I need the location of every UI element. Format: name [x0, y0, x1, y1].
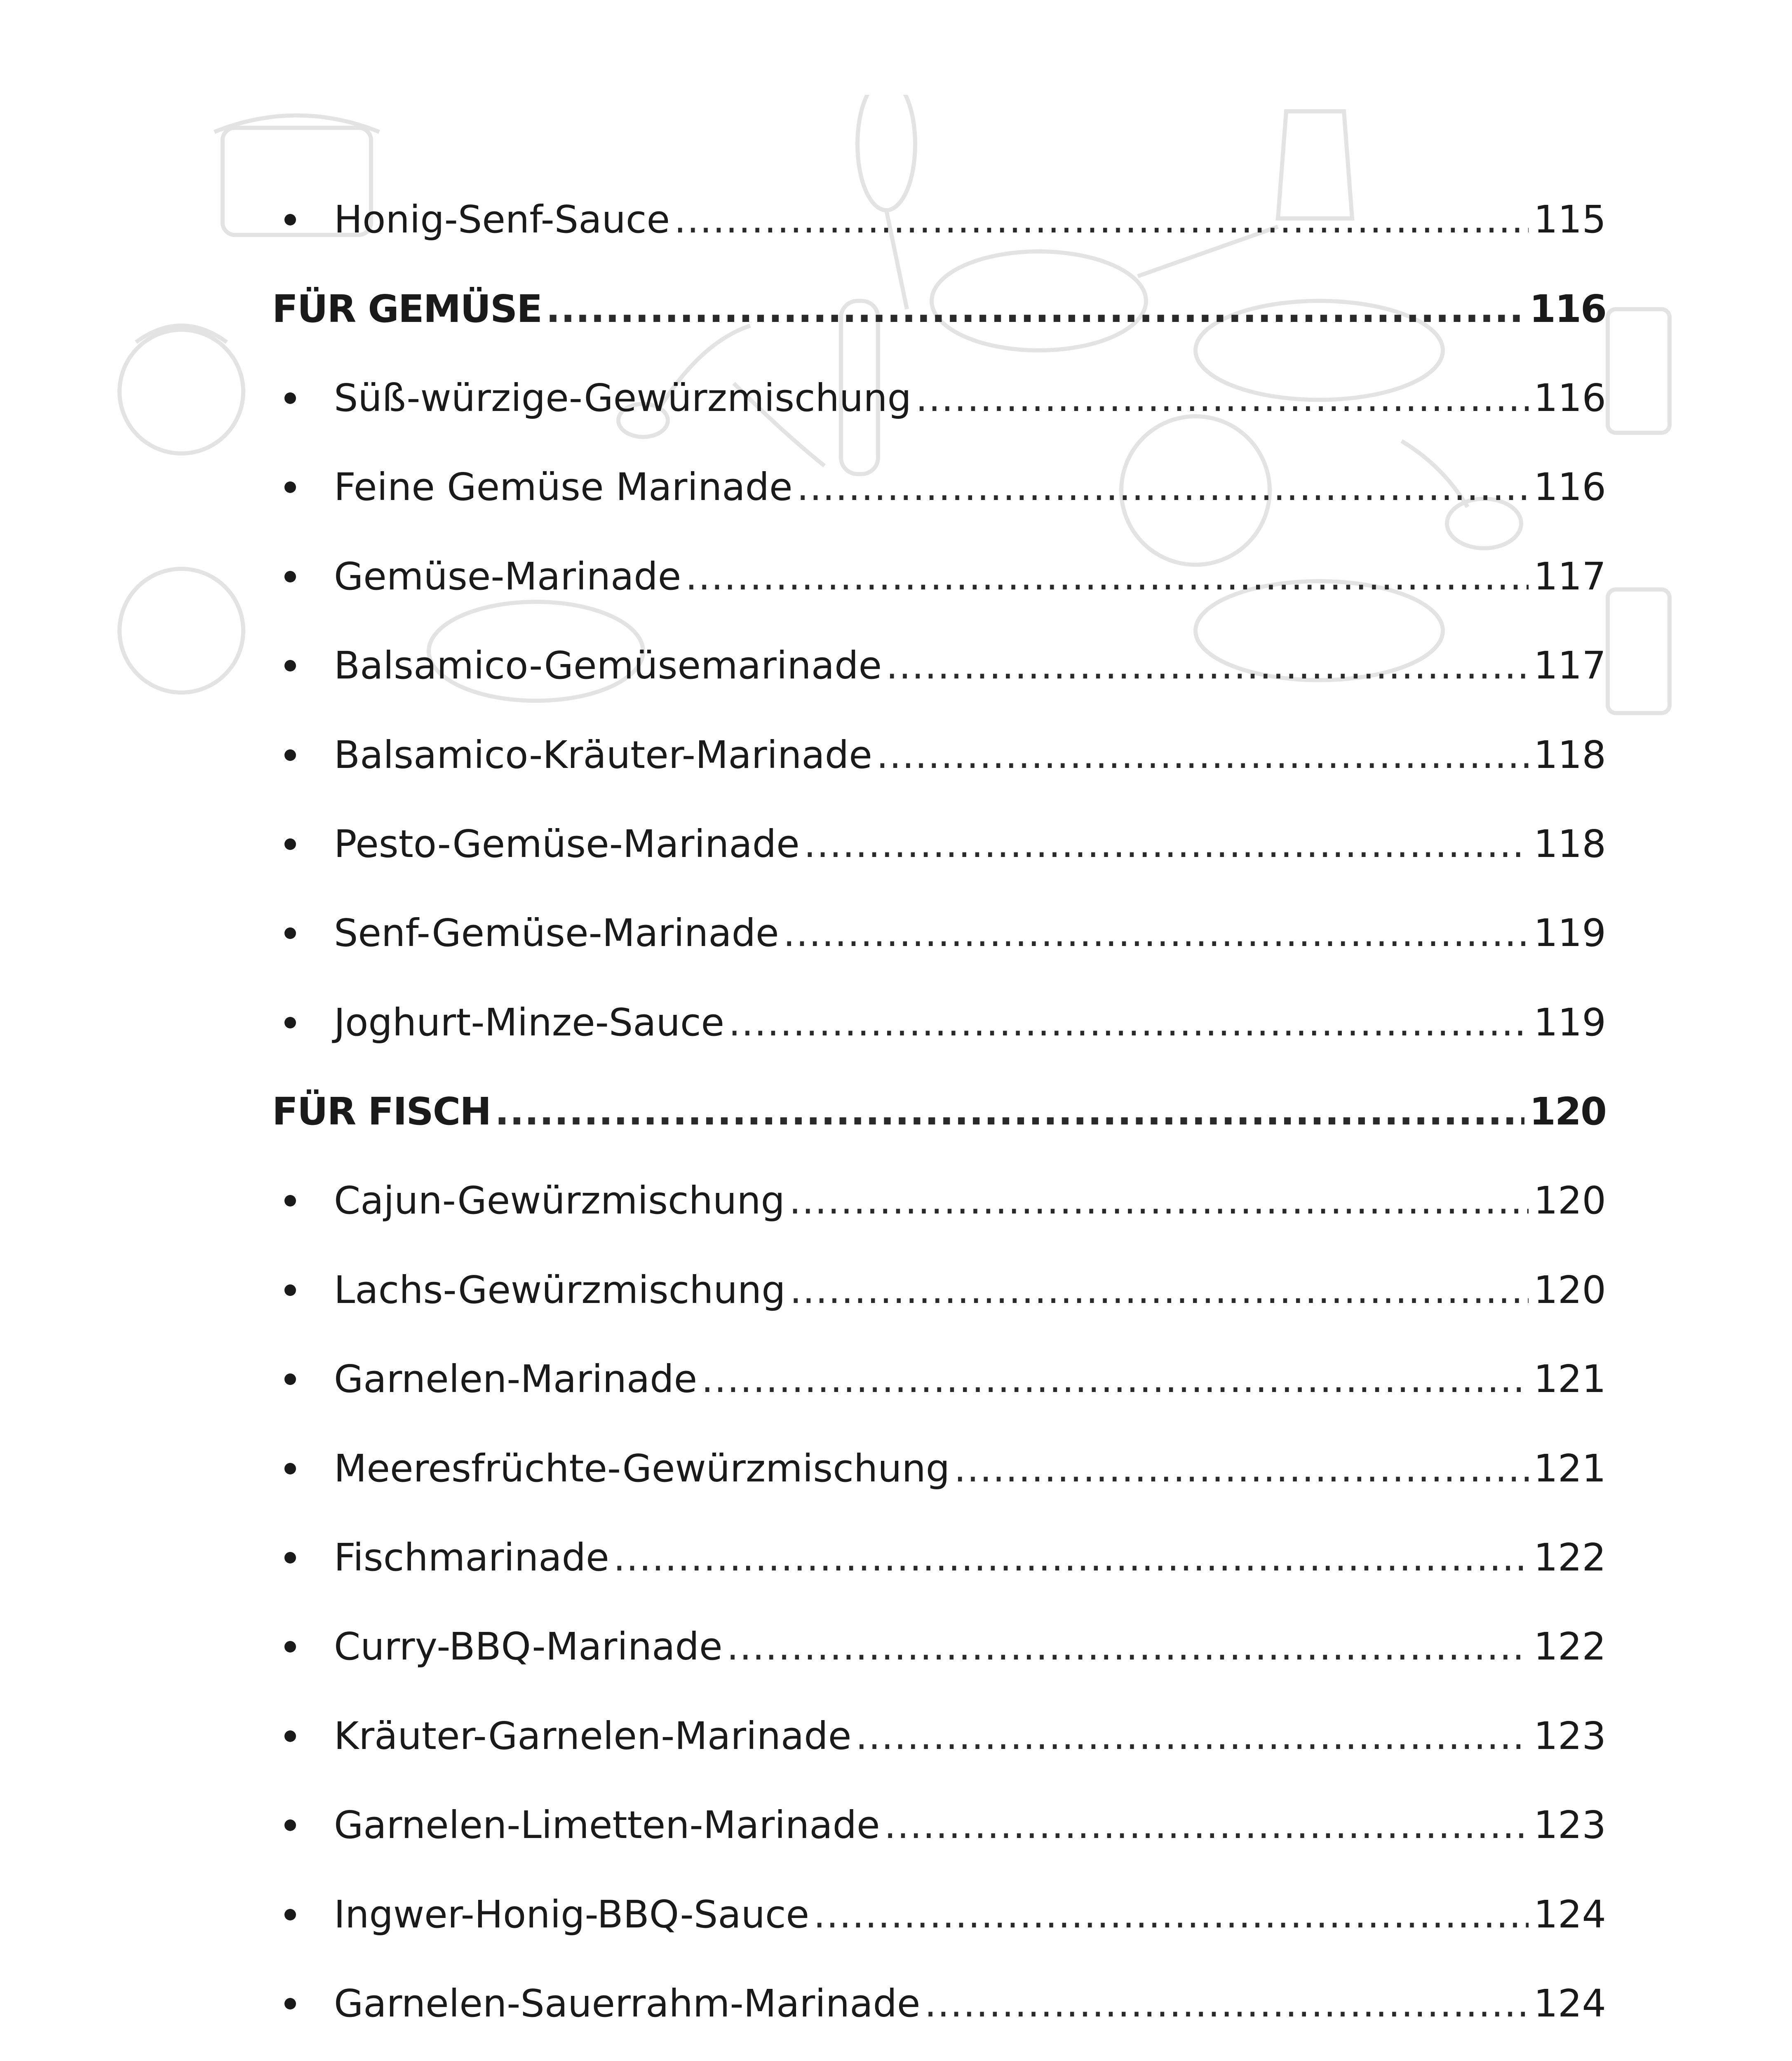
toc-entry[interactable]	[272, 1870, 1606, 1959]
bullet-icon	[272, 1909, 334, 1920]
toc-entry[interactable]	[272, 710, 1606, 799]
toc-section-heading[interactable]	[272, 1067, 1606, 1156]
dot-leader	[886, 647, 1529, 685]
bullet-icon	[272, 1730, 334, 1742]
toc-entry[interactable]	[272, 1781, 1606, 1870]
toc-page-number: 117	[1534, 643, 1606, 688]
toc-entry-title: Meeresfrüchte-Gewürzmischung	[334, 1446, 950, 1491]
toc-entry-title: Joghurt-Minze-Sauce	[334, 1000, 725, 1045]
toc-entry[interactable]	[272, 1335, 1606, 1424]
bullet-icon	[272, 571, 334, 582]
dot-leader	[546, 290, 1524, 328]
toc-page-number: 115	[1534, 197, 1606, 242]
toc-entry-title: Pesto-Gemüse-Marinade	[334, 822, 800, 866]
toc-page-number: 116	[1534, 376, 1606, 420]
dot-leader	[813, 1896, 1529, 1934]
toc-page-number: 117	[1534, 554, 1606, 599]
toc-entry-title: Garnelen-Limetten-Marinade	[334, 1803, 880, 1847]
toc-entry[interactable]	[272, 2048, 1606, 2061]
bullet-icon	[272, 1373, 334, 1385]
toc-page-number: 118	[1534, 822, 1606, 866]
bullet-icon	[272, 927, 334, 939]
bullet-icon	[272, 1998, 334, 2009]
toc-section-title: FÜR FISCH	[272, 1089, 491, 1134]
toc-entry-title: Cajun-Gewürzmischung	[334, 1178, 785, 1223]
dot-leader	[685, 558, 1529, 596]
toc-entry[interactable]	[272, 443, 1606, 532]
toc-page-number: 122	[1534, 1535, 1606, 1580]
toc-page-number: 119	[1534, 1000, 1606, 1045]
dot-leader	[789, 1182, 1529, 1220]
toc-page-number: 123	[1534, 1803, 1606, 1847]
dot-leader	[701, 1360, 1529, 1398]
toc-page-number: 124	[1534, 1981, 1606, 2026]
toc-entry[interactable]	[272, 1156, 1606, 1245]
bullet-icon	[272, 1552, 334, 1563]
dot-leader	[876, 736, 1529, 774]
toc-page-number: 123	[1534, 1714, 1606, 1758]
toc-entry[interactable]	[272, 1424, 1606, 1513]
bullet-icon	[272, 481, 334, 493]
toc-page-number: 120	[1534, 1268, 1606, 1312]
dot-leader	[674, 201, 1529, 239]
toc-page-number: 124	[1534, 1892, 1606, 1937]
toc-entry-title: Ingwer-Honig-BBQ-Sauce	[334, 1892, 810, 1937]
toc-entry-title: Garnelen-Marinade	[334, 1357, 698, 1401]
toc-section-heading[interactable]	[272, 264, 1606, 353]
toc-entry[interactable]	[272, 621, 1606, 710]
bullet-icon	[272, 1284, 334, 1296]
toc-entry[interactable]	[272, 1692, 1606, 1781]
bullet-icon	[272, 1195, 334, 1207]
dot-leader	[728, 1004, 1529, 1042]
toc-entry-title: Kräuter-Garnelen-Marinade	[334, 1714, 852, 1758]
dot-leader	[884, 1806, 1529, 1844]
toc-entry-title: Balsamico-Gemüsemarinade	[334, 643, 882, 688]
toc-entry-title: Lachs-Gewürzmischung	[334, 1268, 786, 1312]
dot-leader	[790, 1271, 1529, 1309]
dot-leader	[495, 1093, 1524, 1131]
bullet-icon	[272, 1641, 334, 1653]
toc-entry-title: Balsamico-Kräuter-Marinade	[334, 732, 872, 777]
toc-entry[interactable]	[272, 532, 1606, 621]
dot-leader	[855, 1717, 1529, 1755]
dot-leader	[727, 1628, 1529, 1666]
bullet-icon	[272, 838, 334, 850]
bullet-icon	[272, 1819, 334, 1831]
toc-entry-title: Süß-würzige-Gewürzmischung	[334, 376, 911, 420]
toc-page-number: 118	[1534, 732, 1606, 777]
toc-section-title: FÜR GEMÜSE	[272, 286, 542, 331]
toc-entry-title: Fischmarinade	[334, 1535, 609, 1580]
bullet-icon	[272, 214, 334, 225]
toc-entry[interactable]	[272, 1246, 1606, 1335]
bullet-icon	[272, 749, 334, 761]
toc-entry-title: Gemüse-Marinade	[334, 554, 681, 599]
toc-entry-title: Feine Gemüse Marinade	[334, 465, 793, 509]
dot-leader	[916, 379, 1529, 417]
toc-entry[interactable]	[272, 1602, 1606, 1691]
toc-page-number: 121	[1534, 1446, 1606, 1491]
toc-entry[interactable]	[272, 1959, 1606, 2048]
dot-leader	[925, 1985, 1529, 2023]
dot-leader	[783, 914, 1529, 952]
toc-entry-title: Senf-Gemüse-Marinade	[334, 911, 779, 955]
dot-leader	[613, 1539, 1529, 1577]
toc-entry-title: Honig-Senf-Sauce	[334, 197, 670, 242]
toc-entry[interactable]	[272, 1513, 1606, 1602]
toc-page-number: 121	[1534, 1357, 1606, 1401]
bullet-icon	[272, 1463, 334, 1474]
toc-page-number: 120	[1534, 1178, 1606, 1223]
bullet-icon	[272, 392, 334, 404]
bullet-icon	[272, 1017, 334, 1028]
dot-leader	[797, 468, 1529, 506]
toc-entry[interactable]	[272, 978, 1606, 1067]
toc-page-number: 119	[1534, 911, 1606, 955]
toc-entry[interactable]	[272, 800, 1606, 889]
toc-entry-title: Garnelen-Sauerrahm-Marinade	[334, 1981, 921, 2026]
dot-leader	[804, 825, 1529, 863]
toc-entry-title: Curry-BBQ-Marinade	[334, 1624, 723, 1669]
toc-entry[interactable]	[272, 354, 1606, 443]
bullet-icon	[272, 660, 334, 671]
toc-entry[interactable]	[272, 889, 1606, 978]
table-of-contents	[272, 175, 1606, 2061]
dot-leader	[954, 1450, 1529, 1488]
toc-entry[interactable]	[272, 175, 1606, 264]
toc-page-number: 116	[1529, 286, 1606, 331]
toc-page-number: 122	[1534, 1624, 1606, 1669]
toc-page-number: 120	[1529, 1089, 1606, 1134]
toc-page-number: 116	[1534, 465, 1606, 509]
